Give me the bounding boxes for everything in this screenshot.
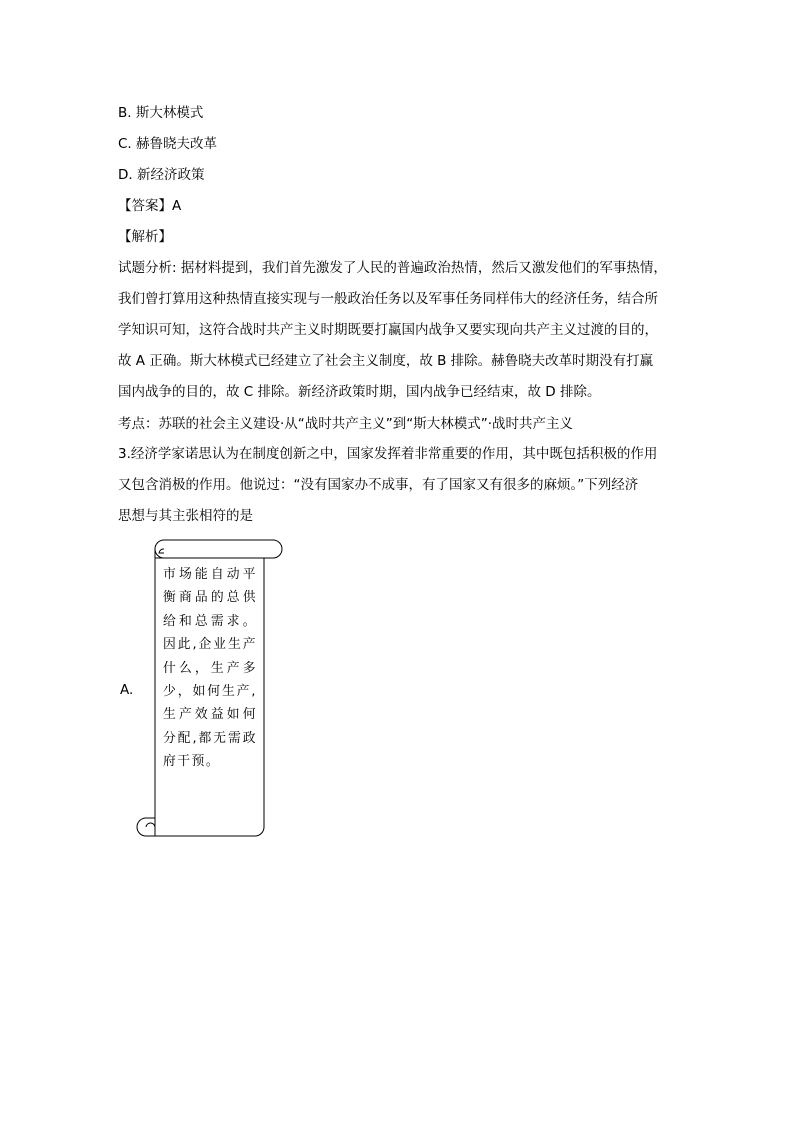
option-d: D. 新经济政策	[118, 167, 205, 183]
option-a-scroll-text: 市场能自动平衡商品的总供给和总需求。因此,企业生产什么，生产多少，如何生产,生产效益如何分配,都无需政府干预。	[163, 567, 257, 770]
analysis-heading: 【解析】	[118, 229, 172, 245]
answer: 【答案】A	[118, 198, 182, 214]
option-b: B. 斯大林模式	[118, 105, 204, 121]
option-a-label: A.	[120, 682, 134, 698]
analysis-text	[118, 253, 678, 408]
question-line: 3.经济学家诺思认为在制度创新之中，国家发挥着非常重要的作用，其中既包括积极的作用	[118, 446, 658, 462]
knowledge-point: 考点：苏联的社会主义建设·从“战时共产主义”到“斯大林模式”·战时共产主义	[118, 416, 574, 432]
question-line: 又包含消极的作用。他说过：“没有国家办不成事，有了国家又有很多的麻烦。”下列经济	[118, 477, 639, 493]
question-3	[118, 439, 678, 532]
analysis-line: 国内战争的目的，故 C 排除。新经济政策时期，国内战争已经结束，故 D 排除。	[118, 384, 601, 400]
analysis-line: 试题分析: 据材料提到，我们首先激发了人民的普遍政治热情，然后又激发他们的军事热情，	[118, 260, 667, 276]
analysis-line: 故 A 正确。斯大林模式已经建立了社会主义制度，故 B 排除。赫鲁晓夫改革时期没有打赢	[118, 353, 654, 369]
question-line: 思想与其主张相符的是	[118, 508, 253, 524]
analysis-line: 我们曾打算用这种热情直接实现与一般政治任务以及军事任务同样伟大的经济任务，结合所	[118, 291, 658, 307]
analysis-line: 学知识可知，这符合战时共产主义时期既要打赢国内战争又要实现向共产主义过渡的目的，	[118, 322, 658, 338]
option-c: C. 赫鲁晓夫改革	[118, 136, 218, 152]
